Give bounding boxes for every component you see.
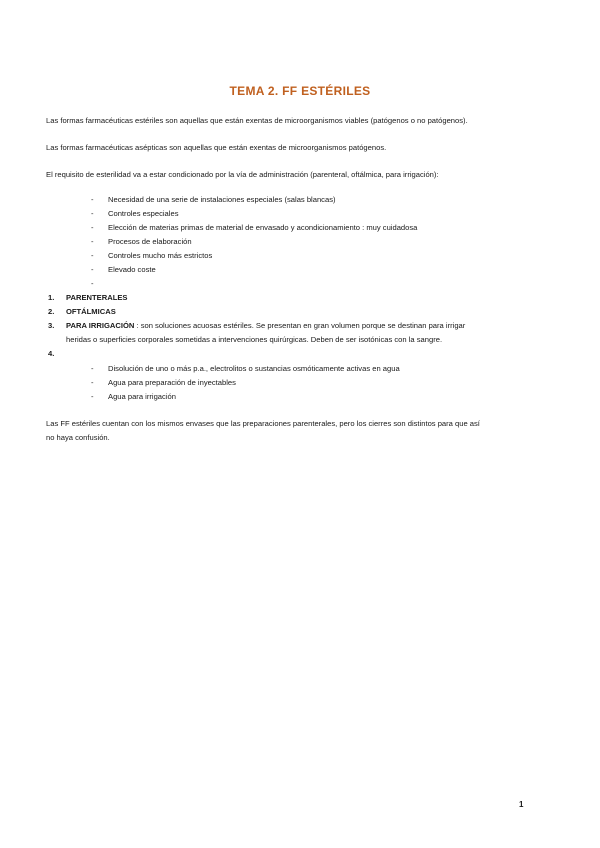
dash-marker: -	[91, 364, 94, 373]
item-heading-oftalmicas: OFTÁLMICAS	[66, 307, 116, 316]
item-number: 3.	[48, 321, 55, 330]
item-heading-parenterales: PARENTERALES	[66, 293, 128, 302]
dash-marker: -	[91, 392, 94, 401]
item-heading-irrigacion: PARA IRRIGACIÓN	[66, 321, 135, 330]
item-irrigation-line2: heridas o superficies corporales sometidas a intervenciones quirúrgicas. Deben de ser isotónicas con la sangre.	[66, 335, 443, 344]
closing-paragraph-line2: no haya confusión.	[46, 433, 110, 442]
list-item-text: Disolución de uno o más p.a., electrolitos o sustancias osmóticamente activas en agua	[108, 364, 400, 373]
dash-marker: -	[91, 237, 94, 246]
paragraph-aseptic-definition: Las formas farmacéuticas asépticas son aquellas que están exentas de microorganismos patógenos.	[46, 143, 387, 152]
list-item-text: Controles mucho más estrictos	[108, 251, 213, 260]
item-irrigation-line1	[66, 321, 465, 331]
page-number: 1	[519, 800, 524, 809]
page-title: TEMA 2. FF ESTÉRILES	[229, 84, 371, 98]
list-item-text: Elección de materias primas de material de envasado y acondicionamiento : muy cuidadosa	[108, 223, 418, 232]
list-item-text: Necesidad de una serie de instalaciones especiales (salas blancas)	[108, 195, 336, 204]
dash-marker: -	[91, 209, 94, 218]
dash-marker: -	[91, 195, 94, 204]
dash-marker: -	[91, 378, 94, 387]
list-item-text: Procesos de elaboración	[108, 237, 192, 246]
item-number: 1.	[48, 293, 55, 302]
dash-marker: -	[91, 265, 94, 274]
list-item-text: Agua para preparación de inyectables	[108, 378, 236, 387]
paragraph-sterile-definition: Las formas farmacéuticas estériles son aquellas que están exentas de microorganismos viables (patógenos o no patógenos).	[46, 116, 468, 125]
dash-marker: -	[91, 279, 94, 288]
item-number: 2.	[48, 307, 55, 316]
item-number: 4.	[48, 349, 55, 358]
list-item-text: Agua para irrigación	[108, 392, 176, 401]
list-item-text: Controles especiales	[108, 209, 179, 218]
dash-marker: -	[91, 223, 94, 232]
closing-paragraph-line1: Las FF estériles cuentan con los mismos envases que las preparaciones parenterales, pero los cierres son distintos para que así	[46, 419, 480, 428]
paragraph-sterility-requirement: El requisito de esterilidad va a estar condicionado por la vía de administración (parenteral, oftálmica, para irrigación):	[46, 170, 439, 179]
item-irrigation-description: : son soluciones acuosas estériles. Se presentan en gran volumen porque se destinan para irrigar	[136, 321, 466, 330]
list-item-text: Elevado coste	[108, 265, 156, 274]
dash-marker: -	[91, 251, 94, 260]
